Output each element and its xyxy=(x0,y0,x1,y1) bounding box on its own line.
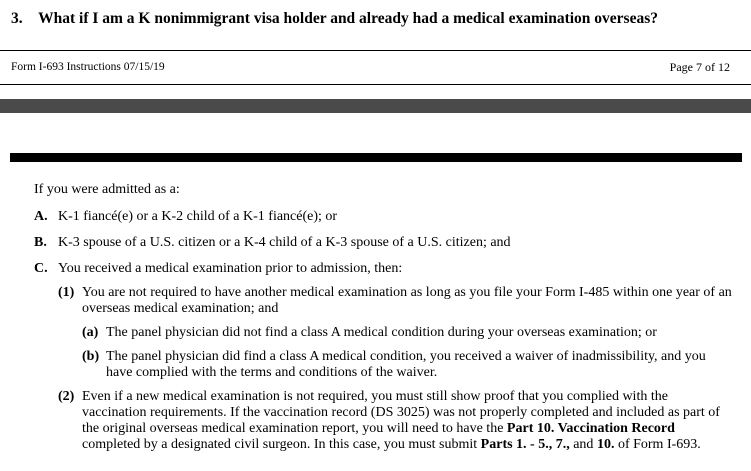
sub2-text-2: completed by a designated civil surgeon. In this case, you must submit xyxy=(82,437,481,452)
sub2-bold-parts: Parts 1. - 5., 7., xyxy=(480,437,570,452)
form-info: Form I-693 Instructions 07/15/19 xyxy=(11,61,165,73)
sub2-label: (2) xyxy=(58,389,75,404)
item-b-text: K-3 spouse of a U.S. citizen or a K-4 child of a K-3 spouse of a U.S. citizen; and xyxy=(58,235,511,250)
page-number: Page 7 of 12 xyxy=(669,60,730,74)
sub2-bold-vaccination-record: Part 10. Vaccination Record xyxy=(506,421,675,436)
divider-top xyxy=(0,50,751,51)
sub1b-text: The panel physician did find a class A medical condition, you received a waiver of inadmissibility, and you have complied with the terms and conditions of the waiver. xyxy=(106,349,706,380)
sub1a-label: (a) xyxy=(82,325,99,340)
intro-text: If you were admitted as a: xyxy=(34,182,180,197)
item-b-label: B. xyxy=(34,235,47,250)
question-number: 3. xyxy=(11,10,23,27)
question-heading xyxy=(11,10,658,28)
question-text: What if I am a K nonimmigrant visa holder and already had a medical examination overseas? xyxy=(38,10,658,27)
page-separator-band xyxy=(0,99,751,113)
sub1a-text: The panel physician did not find a class A medical condition during your overseas examination; or xyxy=(106,325,657,340)
sub1-text: You are not required to have another medical examination as long as you file your Form I-485 within one year of an overseas medical examination; and xyxy=(82,285,732,316)
sub2-text-4: of Form I-693. xyxy=(614,437,701,452)
sub2-text-1: Even if a new medical examination is not required, you must still show proof that you complied with the vaccination requirements. If the vaccination record (DS 3025) was not properly completed and included as part of the original overseas medical examination report, you will need to have the xyxy=(82,389,720,436)
sub2-paragraph xyxy=(82,389,722,453)
item-a-text: K-1 fiancé(e) or a K-2 child of a K-1 fiancé(e); or xyxy=(58,209,338,224)
sub2-bold-part-10: 10. xyxy=(596,437,615,452)
section-rule xyxy=(10,153,742,162)
sub1b-label: (b) xyxy=(82,349,100,364)
item-c-text: You received a medical examination prior to admission, then: xyxy=(58,261,403,276)
sub1-label: (1) xyxy=(58,285,75,300)
item-a-label: A. xyxy=(34,209,48,224)
sub2-text-3: and xyxy=(569,437,597,452)
divider-footer xyxy=(0,84,751,85)
item-c-label: C. xyxy=(34,261,48,276)
